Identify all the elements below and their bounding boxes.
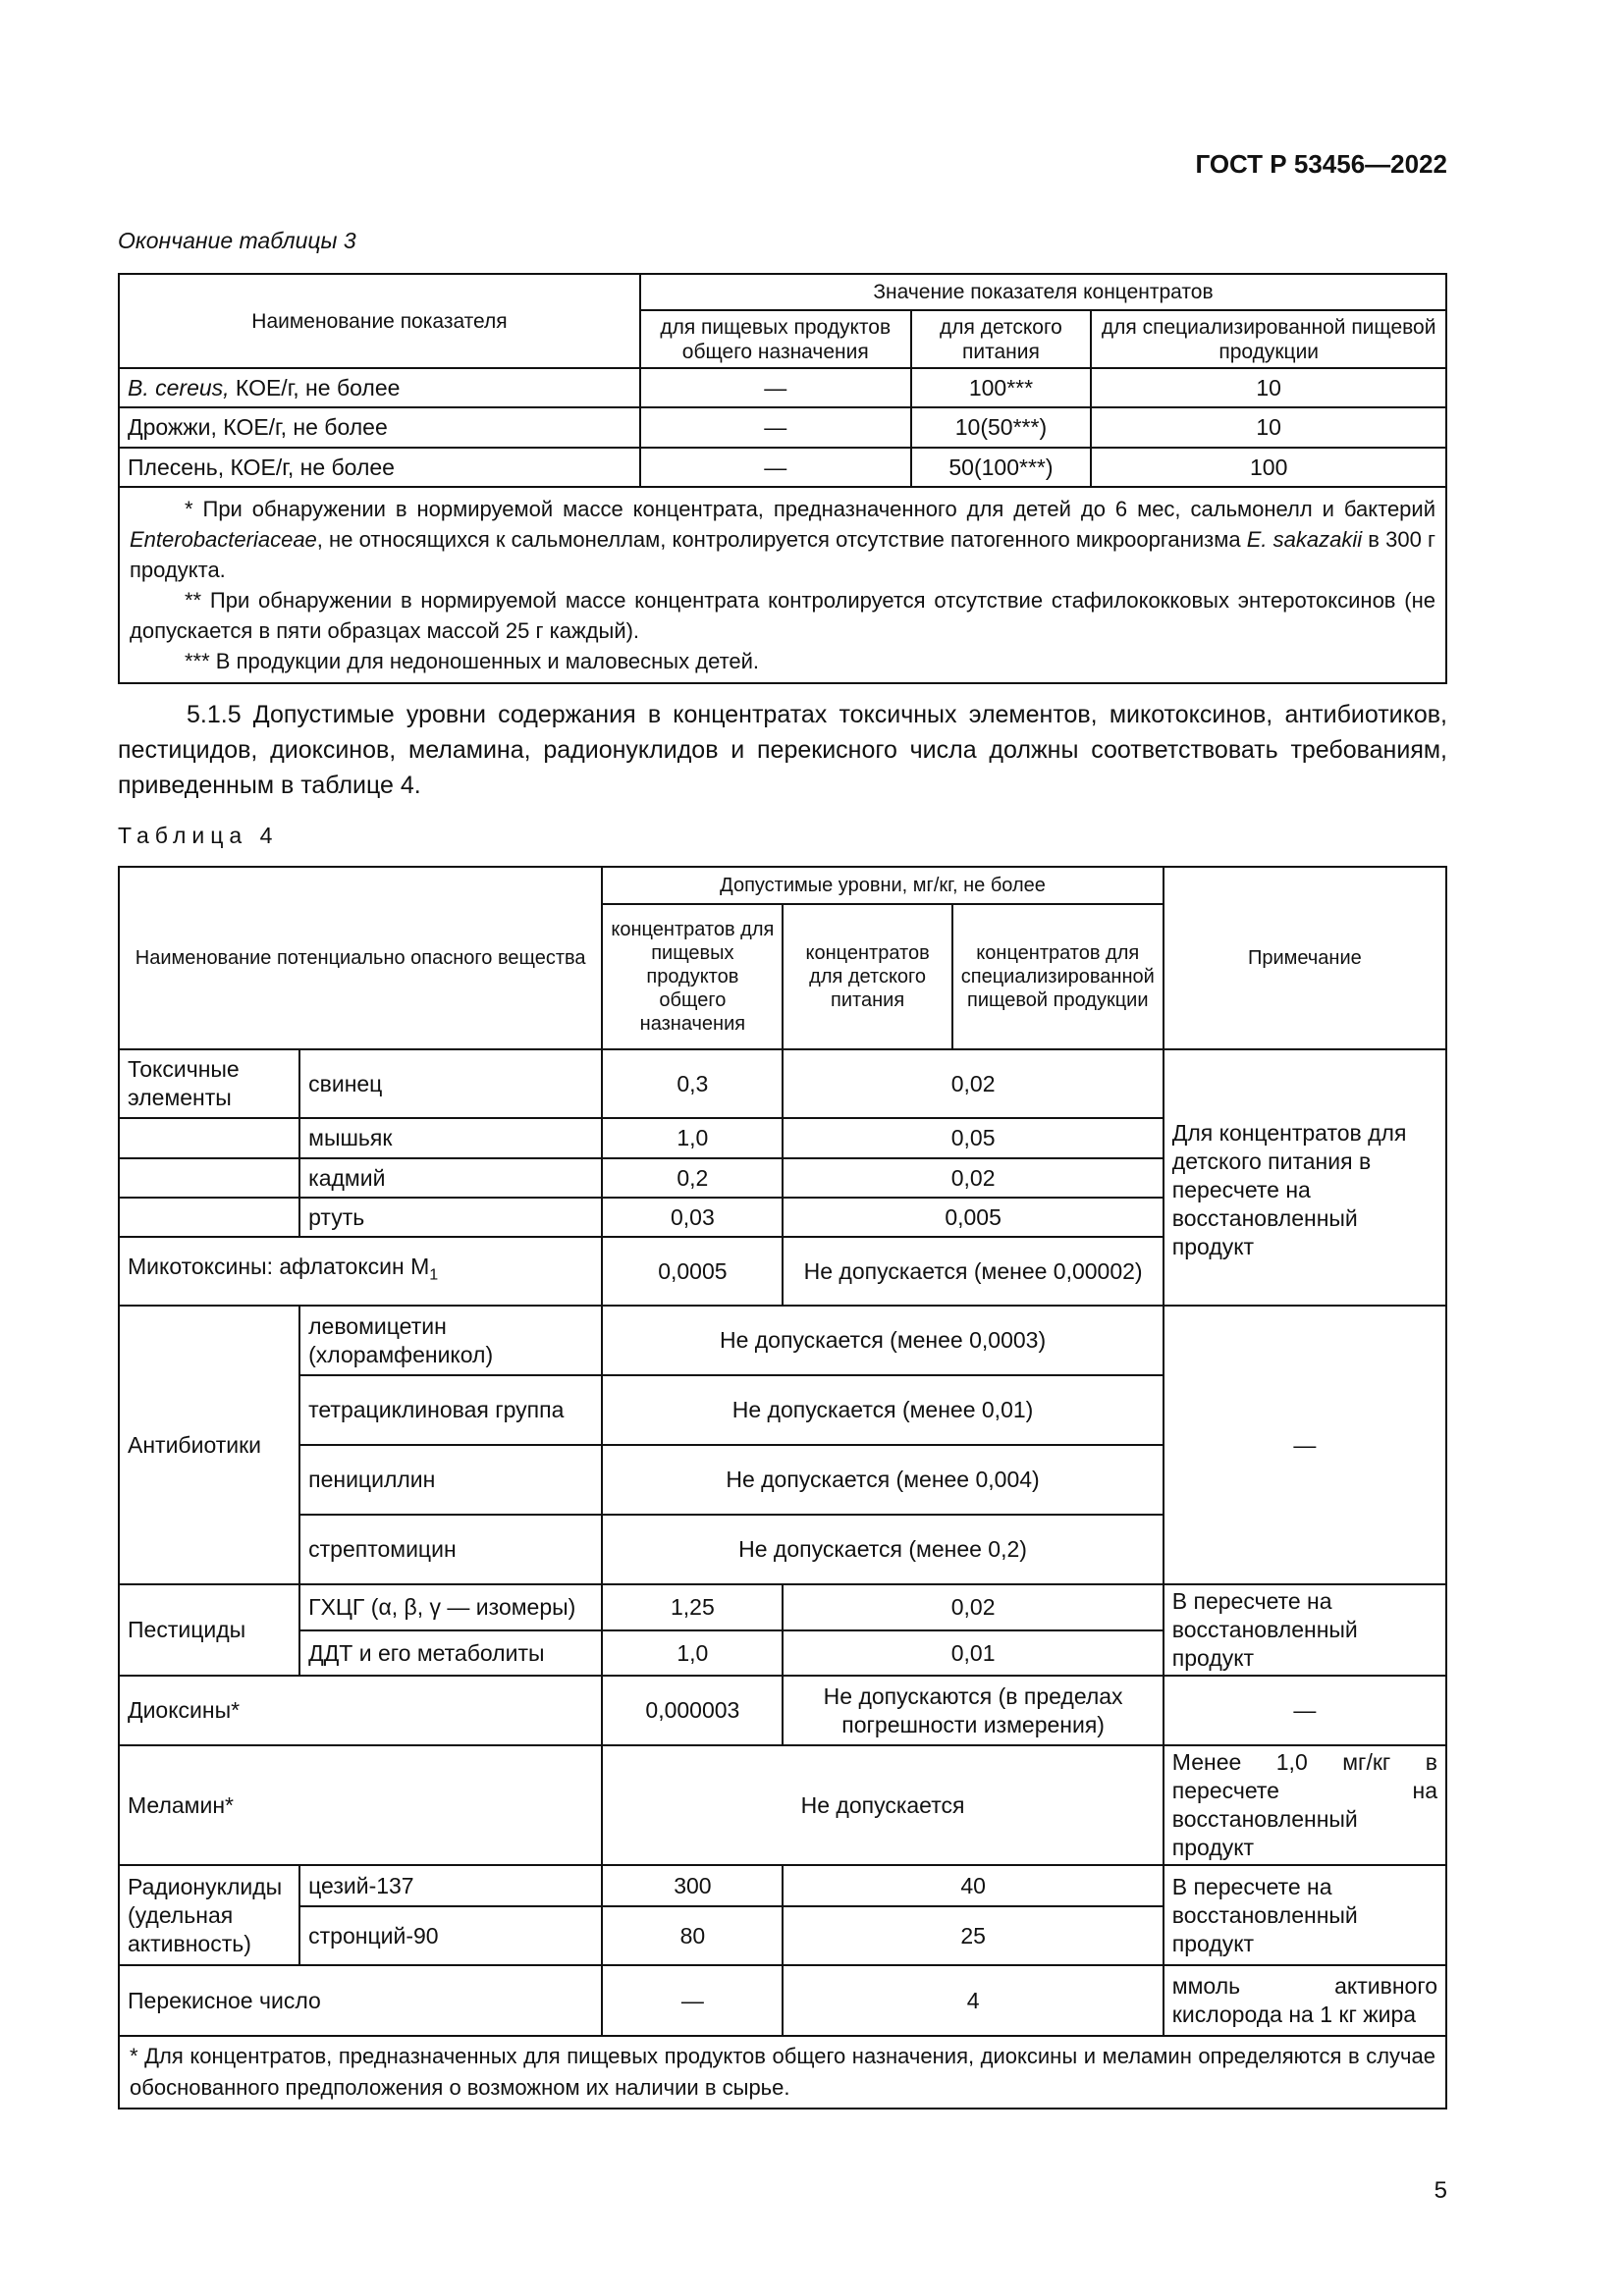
table-4 [118,866,1447,2109]
table-row [119,1584,1446,1630]
cell: 1,0 [602,1630,783,1676]
table-row [119,1049,1446,1118]
table-row [119,1865,1446,1906]
toxic-group-label: Токсичные элементы [119,1049,299,1118]
cesium-name: цезий-137 [299,1865,602,1906]
empty-cell [119,1118,299,1158]
mycotoxins-name: Микотоксины: афлатоксин $M_1$ [119,1237,602,1306]
cell: Не допускается [602,1745,1163,1865]
table3-notes [119,487,1446,683]
cell: 0,0005 [602,1237,783,1306]
arsenic-name: мышьяк [299,1118,602,1158]
antibiotic-name: пенициллин [299,1445,602,1515]
antibiotic-name: стрептомицин [299,1515,602,1584]
table4-group-header: Допустимые уровни, мг/кг, не более [602,867,1163,904]
cadmium-name: кадмий [299,1158,602,1198]
cell: 1,0 [602,1118,783,1158]
cell: — [640,407,911,448]
cell: 40 [783,1865,1163,1906]
table3-name-header: Наименование показателя [119,274,640,368]
antibiotic-name: тетрациклиновая группа [299,1375,602,1445]
cell: 4 [783,1965,1163,2036]
table-row [119,407,1446,448]
table3-caption: Окончание таблицы 3 [118,228,356,253]
cell: Не допускаются (в пределах погрешности измерения) [783,1676,1163,1745]
table-3 [118,273,1447,684]
note-2: ** При обнаружении в нормируемой массе концентрата контролируется отсутствие стафилококковых энтеротоксинов (не допускается в пяти образцах массой 25 г каждый). [130,588,1435,643]
antibiotics-note: — [1164,1306,1446,1584]
peroxide-note: ммоль активного кислорода на 1 кг жира [1164,1965,1446,2036]
table-row [119,368,1446,407]
dioxins-name: Диоксины* [119,1676,602,1745]
page-number: 5 [1434,2177,1447,2204]
table3-subheader: для пищевых продуктов общего назначения [640,310,911,368]
cell: 0,2 [602,1158,783,1198]
cell: 0,000003 [602,1676,783,1745]
cell: 0,02 [783,1158,1163,1198]
cell: 1,25 [602,1584,783,1630]
cell: 100 [1091,448,1446,487]
note-1: * При обнаружении в нормируемой массе концентрата, предназначенного для детей до 6 мес, сальмонелл и бактерий Enterobacteriaceae, не относящихся к сальмонеллам, контролируется отсутствие патогенного микроорганизма E. sakazakii в 300 г продукта. [130,497,1435,582]
cell: Не допускается (менее 0,01) [602,1375,1163,1445]
cell: 0,02 [783,1584,1163,1630]
lead-name: свинец [299,1049,602,1118]
cell: 0,01 [783,1630,1163,1676]
cell: 10(50***) [911,407,1092,448]
table3-group-header: Значение показателя концентратов [640,274,1446,310]
cell: 0,05 [783,1118,1163,1158]
table4-note-header: Примечание [1164,867,1446,1049]
cell: Не допускается (менее 0,004) [602,1445,1163,1515]
melamine-note: Менее 1,0 мг/кг в пересчете на восстановленный продукт [1164,1745,1446,1865]
radio-note: В пересчете на восстановленный продукт [1164,1865,1446,1965]
cell: 25 [783,1906,1163,1965]
pesticides-note: В пересчете на восстановленный продукт [1164,1584,1446,1676]
antibiotic-name: левомицетин (хлорамфеникол) [299,1306,602,1375]
peroxide-name: Перекисное число [119,1965,602,2036]
cell: 0,02 [783,1049,1163,1118]
cell: 10 [1091,368,1446,407]
mercury-name: ртуть [299,1198,602,1237]
ddt-name: ДДТ и его метаболиты [299,1630,602,1676]
cell: 0,005 [783,1198,1163,1237]
empty-cell [119,1158,299,1198]
hch-name: ГХЦГ (α, β, γ — изомеры) [299,1584,602,1630]
cell: 10 [1091,407,1446,448]
table4-name-header: Наименование потенциально опасного вещества [119,867,602,1049]
table4-footnote: * Для концентратов, предназначенных для пищевых продуктов общего назначения, диоксины и меламин определяются в случае обоснованного предположения о возможном их наличии в сырье. [119,2036,1446,2109]
table4-caption: Таблица 4 [118,823,279,848]
table-row [119,1745,1446,1865]
cell: — [640,448,911,487]
table4-subheader: концентратов для детского питания [783,904,951,1049]
row-name: Плесень, КОЕ/г, не более [119,448,640,487]
cell: 100*** [911,368,1092,407]
cell: Не допускается (менее 0,0003) [602,1306,1163,1375]
table-row [119,1965,1446,2036]
table4-subheader: концентратов для пищевых продуктов общего назначения [602,904,783,1049]
table-row [119,1676,1446,1745]
cell: 0,03 [602,1198,783,1237]
melamine-name: Меламин* [119,1745,602,1865]
table-row [119,1306,1446,1375]
table3-subheader: для детского питания [911,310,1092,368]
standard-code: ГОСТ Р 53456—2022 [1195,149,1447,179]
cell: Не допускается (менее 0,2) [602,1515,1163,1584]
cell: 0,3 [602,1049,783,1118]
dioxins-note: — [1164,1676,1446,1745]
cell: 80 [602,1906,783,1965]
empty-cell [119,1198,299,1237]
paragraph-5-1-5: 5.1.5 Допустимые уровни содержания в концентратах токсичных элементов, микотоксинов, антибиотиков, пестицидов, диоксинов, меламина, радионуклидов и перекисного числа должны соответствовать требованиям, приведенным в таблице 4. [118,701,1447,799]
strontium-name: стронций-90 [299,1906,602,1965]
table-row [119,448,1446,487]
antibiotics-group-label: Антибиотики [119,1306,299,1584]
cell: 50(100***) [911,448,1092,487]
note-3: *** В продукции для недоношенных и маловесных детей. [185,649,760,673]
toxic-note: Для концентратов для детского питания в пересчете на восстановленный продукт [1164,1049,1446,1306]
row-name: B. cereus, КОЕ/г, не более [119,368,640,407]
table3-subheader: для специализированной пищевой продукции [1091,310,1446,368]
pesticides-group-label: Пестициды [119,1584,299,1676]
cell: Не допускается (менее 0,00002) [783,1237,1163,1306]
cell: 300 [602,1865,783,1906]
table4-subheader: концентратов для специализированной пищевой продукции [952,904,1164,1049]
radio-group-label: Радионуклиды (удельная активность) [119,1865,299,1965]
cell: — [602,1965,783,2036]
cell: — [640,368,911,407]
row-name: Дрожжи, КОЕ/г, не более [119,407,640,448]
